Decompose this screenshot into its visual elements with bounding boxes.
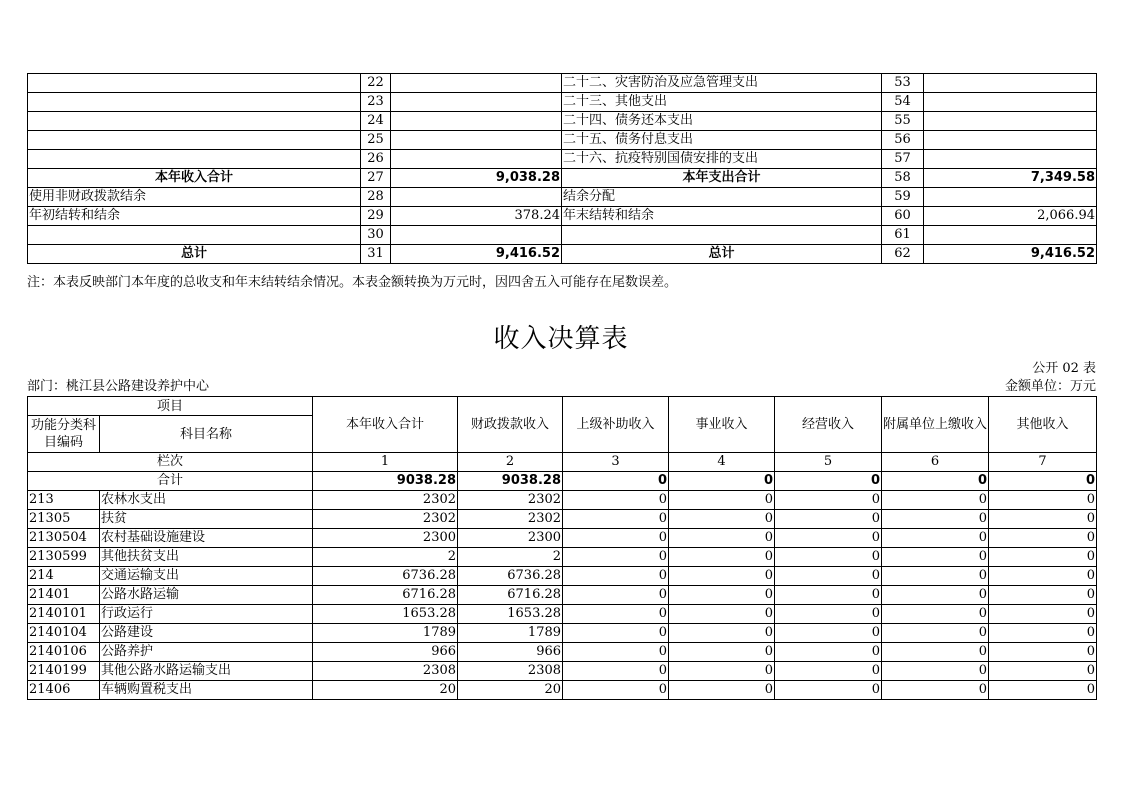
expense-item: 结余分配 bbox=[562, 188, 882, 207]
summary-row bbox=[28, 131, 1097, 150]
income-amount: 9,038.28 bbox=[391, 169, 562, 188]
expense-row-number: 59 bbox=[882, 188, 924, 207]
amount-cell: 0 bbox=[882, 529, 989, 548]
header-total: 本年收入合计 bbox=[313, 397, 458, 453]
income-row bbox=[28, 624, 1097, 643]
amount-cell: 0 bbox=[563, 548, 669, 567]
income-row-number: 22 bbox=[361, 74, 391, 93]
expense-amount bbox=[924, 112, 1097, 131]
amount-cell: 0 bbox=[882, 510, 989, 529]
amount-cell: 0 bbox=[669, 662, 775, 681]
summary-row bbox=[28, 245, 1097, 264]
amount-cell: 2302 bbox=[313, 510, 458, 529]
expense-amount bbox=[924, 226, 1097, 245]
department-label: 部门：桃江县公路建设养护中心 bbox=[27, 379, 210, 394]
summary-row bbox=[28, 169, 1097, 188]
subject-name: 交通运输支出 bbox=[100, 567, 313, 586]
income-row bbox=[28, 662, 1097, 681]
subject-code: 2140104 bbox=[28, 624, 100, 643]
subject-code: 21406 bbox=[28, 681, 100, 700]
income-table bbox=[27, 396, 1097, 700]
expense-item: 本年支出合计 bbox=[562, 169, 882, 188]
amount-cell: 0 bbox=[882, 491, 989, 510]
header-name: 科目名称 bbox=[100, 416, 313, 453]
unit-label: 金额单位：万元 bbox=[1004, 379, 1096, 394]
amount-cell: 2300 bbox=[313, 529, 458, 548]
amount-cell: 0 bbox=[989, 586, 1097, 605]
income-amount bbox=[391, 112, 562, 131]
income-amount bbox=[391, 131, 562, 150]
amount-cell: 2 bbox=[313, 548, 458, 567]
expense-amount: 2,066.94 bbox=[924, 207, 1097, 226]
amount-cell: 0 bbox=[669, 624, 775, 643]
expense-amount: 7,349.58 bbox=[924, 169, 1097, 188]
total-value: 0 bbox=[775, 472, 882, 491]
expense-item bbox=[562, 226, 882, 245]
income-table-body bbox=[28, 397, 1097, 700]
expense-row-number: 56 bbox=[882, 131, 924, 150]
col-num: 2 bbox=[458, 453, 563, 472]
amount-cell: 0 bbox=[563, 567, 669, 586]
amount-cell: 0 bbox=[775, 681, 882, 700]
subject-name: 公路水路运输 bbox=[100, 586, 313, 605]
amount-cell: 2300 bbox=[458, 529, 563, 548]
amount-cell: 0 bbox=[989, 567, 1097, 586]
amount-cell: 0 bbox=[669, 643, 775, 662]
header-affiliated: 附属单位上缴收入 bbox=[882, 397, 989, 453]
summary-table bbox=[27, 73, 1097, 264]
amount-cell: 0 bbox=[563, 510, 669, 529]
col-num: 5 bbox=[775, 453, 882, 472]
subject-code: 2140101 bbox=[28, 605, 100, 624]
subject-name: 扶贫 bbox=[100, 510, 313, 529]
summary-row bbox=[28, 207, 1097, 226]
amount-cell: 2 bbox=[458, 548, 563, 567]
income-row-number: 27 bbox=[361, 169, 391, 188]
amount-cell: 0 bbox=[775, 548, 882, 567]
expense-amount bbox=[924, 131, 1097, 150]
expense-amount bbox=[924, 188, 1097, 207]
total-value: 9038.28 bbox=[313, 472, 458, 491]
amount-cell: 0 bbox=[563, 681, 669, 700]
amount-cell: 2302 bbox=[313, 491, 458, 510]
income-row bbox=[28, 586, 1097, 605]
amount-cell: 2308 bbox=[313, 662, 458, 681]
income-row-number: 25 bbox=[361, 131, 391, 150]
header-fiscal: 财政拨款收入 bbox=[458, 397, 563, 453]
total-value: 9038.28 bbox=[458, 472, 563, 491]
expense-item: 年末结转和结余 bbox=[562, 207, 882, 226]
summary-row bbox=[28, 226, 1097, 245]
subject-name: 其他公路水路运输支出 bbox=[100, 662, 313, 681]
summary-row bbox=[28, 112, 1097, 131]
amount-cell: 2308 bbox=[458, 662, 563, 681]
income-row bbox=[28, 567, 1097, 586]
expense-row-number: 62 bbox=[882, 245, 924, 264]
amount-cell: 0 bbox=[775, 567, 882, 586]
expense-item: 二十六、抗疫特别国债安排的支出 bbox=[562, 150, 882, 169]
income-row-number: 29 bbox=[361, 207, 391, 226]
amount-cell: 0 bbox=[563, 605, 669, 624]
summary-note: 注：本表反映部门本年度的总收支和年末结转结余情况。本表金额转换为万元时，因四舍五入可能存在尾数误差。 bbox=[27, 275, 678, 290]
expense-row-number: 61 bbox=[882, 226, 924, 245]
summary-row bbox=[28, 188, 1097, 207]
amount-cell: 966 bbox=[313, 643, 458, 662]
income-amount bbox=[391, 188, 562, 207]
amount-cell: 6716.28 bbox=[313, 586, 458, 605]
summary-row bbox=[28, 74, 1097, 93]
subject-code: 213 bbox=[28, 491, 100, 510]
subject-name: 农林水支出 bbox=[100, 491, 313, 510]
income-amount: 378.24 bbox=[391, 207, 562, 226]
income-row-number: 24 bbox=[361, 112, 391, 131]
expense-row-number: 58 bbox=[882, 169, 924, 188]
amount-cell: 0 bbox=[882, 624, 989, 643]
amount-cell: 0 bbox=[882, 548, 989, 567]
amount-cell: 0 bbox=[882, 662, 989, 681]
income-row bbox=[28, 643, 1097, 662]
amount-cell: 0 bbox=[669, 529, 775, 548]
header-item: 项目 bbox=[28, 397, 313, 416]
amount-cell: 0 bbox=[882, 681, 989, 700]
amount-cell: 0 bbox=[775, 491, 882, 510]
amount-cell: 0 bbox=[775, 586, 882, 605]
total-label: 合计 bbox=[28, 472, 313, 491]
income-amount bbox=[391, 93, 562, 112]
summary-table-body bbox=[28, 74, 1097, 264]
total-value: 0 bbox=[882, 472, 989, 491]
income-row-number: 26 bbox=[361, 150, 391, 169]
subject-name: 公路养护 bbox=[100, 643, 313, 662]
amount-cell: 1653.28 bbox=[458, 605, 563, 624]
total-row bbox=[28, 472, 1097, 491]
summary-row bbox=[28, 150, 1097, 169]
amount-cell: 20 bbox=[458, 681, 563, 700]
amount-cell: 20 bbox=[313, 681, 458, 700]
expense-item: 二十五、债务付息支出 bbox=[562, 131, 882, 150]
amount-cell: 1789 bbox=[313, 624, 458, 643]
income-row bbox=[28, 605, 1097, 624]
amount-cell: 0 bbox=[563, 624, 669, 643]
income-amount: 9,416.52 bbox=[391, 245, 562, 264]
amount-cell: 0 bbox=[989, 624, 1097, 643]
amount-cell: 0 bbox=[989, 548, 1097, 567]
col-num: 6 bbox=[882, 453, 989, 472]
amount-cell: 0 bbox=[989, 510, 1097, 529]
amount-cell: 966 bbox=[458, 643, 563, 662]
amount-cell: 0 bbox=[775, 510, 882, 529]
header-superior: 上级补助收入 bbox=[563, 397, 669, 453]
amount-cell: 0 bbox=[882, 586, 989, 605]
amount-cell: 0 bbox=[563, 662, 669, 681]
income-item: 使用非财政拨款结余 bbox=[28, 188, 361, 207]
income-row bbox=[28, 681, 1097, 700]
col-num: 7 bbox=[989, 453, 1097, 472]
income-amount bbox=[391, 226, 562, 245]
subject-code: 2130599 bbox=[28, 548, 100, 567]
amount-cell: 0 bbox=[669, 548, 775, 567]
expense-row-number: 53 bbox=[882, 74, 924, 93]
amount-cell: 1653.28 bbox=[313, 605, 458, 624]
amount-cell: 0 bbox=[989, 605, 1097, 624]
income-item bbox=[28, 112, 361, 131]
amount-cell: 0 bbox=[989, 529, 1097, 548]
income-item: 总计 bbox=[28, 245, 361, 264]
expense-item: 总计 bbox=[562, 245, 882, 264]
amount-cell: 0 bbox=[882, 605, 989, 624]
income-item bbox=[28, 93, 361, 112]
income-item bbox=[28, 150, 361, 169]
amount-cell: 0 bbox=[669, 681, 775, 700]
amount-cell: 0 bbox=[669, 567, 775, 586]
amount-cell: 0 bbox=[989, 491, 1097, 510]
amount-cell: 0 bbox=[775, 624, 882, 643]
income-item: 本年收入合计 bbox=[28, 169, 361, 188]
amount-cell: 0 bbox=[775, 643, 882, 662]
income-row-number: 31 bbox=[361, 245, 391, 264]
amount-cell: 1789 bbox=[458, 624, 563, 643]
income-row-number: 23 bbox=[361, 93, 391, 112]
amount-cell: 0 bbox=[989, 681, 1097, 700]
amount-cell: 0 bbox=[563, 491, 669, 510]
amount-cell: 0 bbox=[882, 567, 989, 586]
subject-code: 21401 bbox=[28, 586, 100, 605]
total-value: 0 bbox=[989, 472, 1097, 491]
income-item: 年初结转和结余 bbox=[28, 207, 361, 226]
amount-cell: 6716.28 bbox=[458, 586, 563, 605]
header-business: 事业收入 bbox=[669, 397, 775, 453]
subject-code: 2140106 bbox=[28, 643, 100, 662]
income-row bbox=[28, 548, 1097, 567]
amount-cell: 0 bbox=[989, 643, 1097, 662]
summary-row bbox=[28, 93, 1097, 112]
subject-name: 车辆购置税支出 bbox=[100, 681, 313, 700]
column-label: 栏次 bbox=[28, 453, 313, 472]
income-row bbox=[28, 510, 1097, 529]
amount-cell: 0 bbox=[669, 605, 775, 624]
income-row-number: 30 bbox=[361, 226, 391, 245]
header-other: 其他收入 bbox=[989, 397, 1097, 453]
amount-cell: 0 bbox=[775, 529, 882, 548]
expense-amount bbox=[924, 74, 1097, 93]
expense-amount bbox=[924, 93, 1097, 112]
amount-cell: 0 bbox=[775, 605, 882, 624]
amount-cell: 0 bbox=[669, 586, 775, 605]
subject-name: 其他扶贫支出 bbox=[100, 548, 313, 567]
subject-code: 2130504 bbox=[28, 529, 100, 548]
amount-cell: 0 bbox=[775, 662, 882, 681]
subject-name: 公路建设 bbox=[100, 624, 313, 643]
header-operating: 经营收入 bbox=[775, 397, 882, 453]
amount-cell: 0 bbox=[669, 491, 775, 510]
expense-row-number: 54 bbox=[882, 93, 924, 112]
header-row bbox=[28, 397, 1097, 416]
expense-amount bbox=[924, 150, 1097, 169]
income-amount bbox=[391, 150, 562, 169]
expense-amount: 9,416.52 bbox=[924, 245, 1097, 264]
col-num: 3 bbox=[563, 453, 669, 472]
header-code: 功能分类科目编码 bbox=[28, 416, 100, 453]
income-row bbox=[28, 491, 1097, 510]
amount-cell: 0 bbox=[563, 529, 669, 548]
amount-cell: 6736.28 bbox=[313, 567, 458, 586]
total-value: 0 bbox=[669, 472, 775, 491]
amount-cell: 0 bbox=[563, 586, 669, 605]
expense-item: 二十三、其他支出 bbox=[562, 93, 882, 112]
form-code: 公开 02 表 bbox=[1032, 361, 1096, 376]
expense-row-number: 60 bbox=[882, 207, 924, 226]
expense-row-number: 57 bbox=[882, 150, 924, 169]
total-value: 0 bbox=[563, 472, 669, 491]
income-row bbox=[28, 529, 1097, 548]
amount-cell: 0 bbox=[882, 643, 989, 662]
subject-name: 农村基础设施建设 bbox=[100, 529, 313, 548]
expense-item: 二十二、灾害防治及应急管理支出 bbox=[562, 74, 882, 93]
subject-name: 行政运行 bbox=[100, 605, 313, 624]
column-number-row bbox=[28, 453, 1097, 472]
income-item bbox=[28, 226, 361, 245]
amount-cell: 2302 bbox=[458, 491, 563, 510]
income-row-number: 28 bbox=[361, 188, 391, 207]
expense-item: 二十四、债务还本支出 bbox=[562, 112, 882, 131]
amount-cell: 0 bbox=[989, 662, 1097, 681]
subject-code: 2140199 bbox=[28, 662, 100, 681]
amount-cell: 6736.28 bbox=[458, 567, 563, 586]
subject-code: 214 bbox=[28, 567, 100, 586]
page-title: 收入决算表 bbox=[493, 324, 629, 354]
amount-cell: 2302 bbox=[458, 510, 563, 529]
col-num: 4 bbox=[669, 453, 775, 472]
income-item bbox=[28, 74, 361, 93]
subject-code: 21305 bbox=[28, 510, 100, 529]
expense-row-number: 55 bbox=[882, 112, 924, 131]
amount-cell: 0 bbox=[563, 643, 669, 662]
income-amount bbox=[391, 74, 562, 93]
amount-cell: 0 bbox=[669, 510, 775, 529]
col-num: 1 bbox=[313, 453, 458, 472]
income-item bbox=[28, 131, 361, 150]
